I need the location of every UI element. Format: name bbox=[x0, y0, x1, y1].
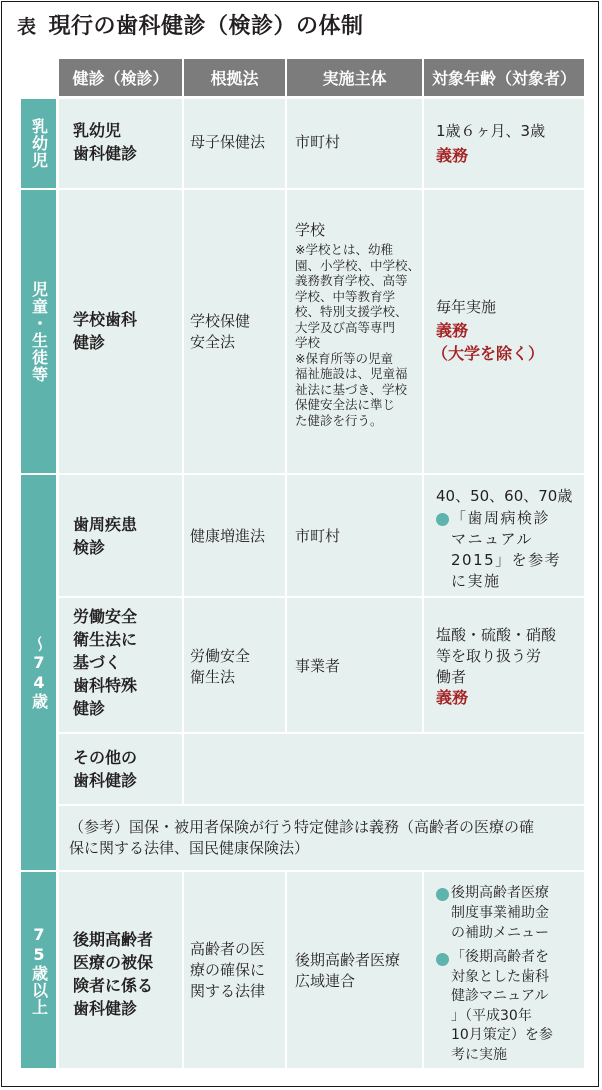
cell-school-target bbox=[424, 190, 584, 473]
cell-infant-name bbox=[59, 99, 182, 188]
cell-perio-target bbox=[424, 475, 584, 596]
target-perio-ages: 40、50、60、70歳 bbox=[436, 487, 573, 505]
provider-industrial: 事業者 bbox=[295, 657, 341, 675]
bullet-icon bbox=[436, 953, 449, 966]
cell-industrial-law bbox=[184, 598, 285, 732]
category-elderly: 75歳以上 bbox=[21, 872, 56, 1068]
title-text: 現行の歯科健診（検診）の体制 bbox=[48, 14, 364, 39]
title-mark: 表 bbox=[17, 16, 37, 38]
provider-perio: 市町村 bbox=[295, 527, 341, 545]
exam-name-elderly: 後期高齢者 医療の被保 険者に係る 歯科健診 bbox=[73, 930, 154, 1018]
reference-note: （参考）国保・被用者保険が行う特定健診は義務（高齢者の医療の確 保に関する法律、国民健康保険法） bbox=[69, 818, 535, 857]
target-school: 毎年実施 bbox=[436, 298, 497, 316]
cell-infant-provider bbox=[287, 99, 422, 188]
law-school: 学校保健 安全法 bbox=[190, 312, 251, 351]
cell-elderly-target bbox=[424, 872, 584, 1068]
exam-name-industrial: 労働安全 衛生法に 基づく 歯科特殊 健診 bbox=[73, 607, 138, 718]
cell-infant-law bbox=[184, 99, 285, 188]
cell-other-blank bbox=[184, 734, 584, 804]
header-exam: 健診（検診） bbox=[59, 59, 182, 96]
target-elderly-note2: 「後期高齢者を 対象とした歯科 健診マニュアル 」（平成30年 10月策定）を参 考に実施 bbox=[451, 949, 553, 1063]
law-elderly: 高齢者の医 療の確保に 関する法律 bbox=[190, 940, 266, 1000]
exam-name-other: その他の 歯科健診 bbox=[73, 748, 138, 790]
cell-infant-target bbox=[424, 99, 584, 188]
header-provider: 実施主体 bbox=[287, 59, 422, 96]
exam-name-school: 学校歯科 健診 bbox=[73, 310, 138, 352]
law-perio: 健康増進法 bbox=[190, 527, 266, 545]
cell-perio-name bbox=[59, 475, 182, 596]
page-title bbox=[17, 9, 364, 40]
target-infant: 1歳６ヶ月、3歳 bbox=[436, 122, 546, 140]
cell-perio-provider bbox=[287, 475, 422, 596]
target-elderly-note1: 後期高齢者医療 制度事業補助金 の補助メニュー bbox=[451, 885, 549, 941]
header-law: 根拠法 bbox=[184, 59, 285, 96]
cell-reference bbox=[59, 806, 584, 870]
category-adult: ～74歳 bbox=[21, 475, 56, 870]
cell-other-name bbox=[59, 734, 182, 804]
category-child: 児童・生徒等 bbox=[21, 190, 56, 473]
provider-school-note: ※学校とは、幼稚 園、小学校、中学校、 義務教育学校、高等 学校、中等教育学 校、特別支援学校、 大学及び高等専門 学校 ※保育所等の児童 福祉施設は、児童福 祉法に基づき、学校 保健安全法に準じ た健診を行う。 bbox=[295, 242, 421, 428]
exam-name-perio: 歯周疾患 検診 bbox=[73, 515, 138, 557]
cell-industrial-provider bbox=[287, 598, 422, 732]
provider-infant: 市町村 bbox=[295, 133, 341, 151]
cell-elderly-name bbox=[59, 872, 182, 1068]
target-industrial: 塩酸・硫酸・硝酸 等を取り扱う労 働者 bbox=[436, 626, 557, 686]
bullet-icon bbox=[436, 513, 449, 526]
cell-school-name bbox=[59, 190, 182, 473]
bullet-icon bbox=[436, 888, 449, 901]
provider-elderly: 後期高齢者医療 広域連合 bbox=[295, 951, 401, 990]
cell-school-law bbox=[184, 190, 285, 473]
cell-industrial-target bbox=[424, 598, 584, 732]
obligation-school-exception: （大学を除く） bbox=[432, 344, 545, 363]
header-target: 対象年齢（対象者） bbox=[424, 59, 584, 96]
cell-elderly-provider bbox=[287, 872, 422, 1068]
cell-elderly-law bbox=[184, 872, 285, 1068]
cell-perio-law bbox=[184, 475, 285, 596]
cell-industrial-name bbox=[59, 598, 182, 732]
category-infant: 乳幼児 bbox=[21, 99, 56, 188]
obligation-school: 義務 bbox=[436, 321, 469, 340]
obligation-industrial: 義務 bbox=[436, 688, 469, 707]
target-perio-note: 「歯周病検診 マニュアル 2015」を参考 に実施 bbox=[451, 509, 562, 590]
exam-name-infant: 乳幼児 歯科健診 bbox=[73, 121, 138, 163]
provider-school: 学校 bbox=[295, 221, 326, 239]
cell-school-provider bbox=[287, 190, 422, 473]
law-industrial: 労働安全 衛生法 bbox=[190, 647, 251, 686]
obligation-infant: 義務 bbox=[436, 146, 469, 165]
law-infant: 母子保健法 bbox=[190, 133, 266, 151]
